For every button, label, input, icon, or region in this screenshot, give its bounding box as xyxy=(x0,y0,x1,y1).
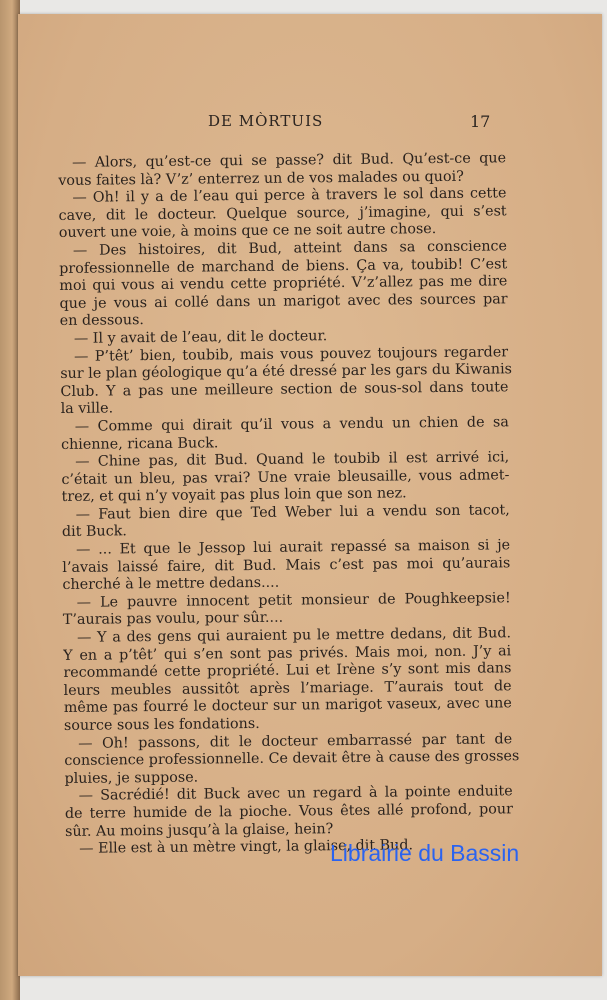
text-line: — Il y avait de l’eau, dit le docteur. xyxy=(73,328,328,347)
text-line: — ... Et que le Jessop lui aurait repassé sa maison si je xyxy=(76,537,511,558)
text-line: la ville. xyxy=(60,400,114,418)
text-line: — Elle est à un mètre vingt, la glaise, dit Bud. xyxy=(79,837,414,857)
text-line: cherché à le mettre dedans.... xyxy=(62,574,280,594)
adjacent-page-edge xyxy=(0,0,20,1000)
text-line: — Oh! il y a de l’eau qui perce à travers le sol dans cette xyxy=(72,185,507,207)
text-line: sûr. Au moins jusqu’à la glaise, hein? xyxy=(65,820,334,840)
text-line: — Faut bien dire que Ted Weber lui a vendu son tacot, xyxy=(75,502,510,523)
text-line: conscience professionnelle. Ce devait être à cause des grosses xyxy=(64,748,520,770)
text-line: chienne, ricana Buck. xyxy=(60,434,219,453)
text-line: professionnelle de marchand de biens. Ça va, toubib! C’est xyxy=(59,255,508,277)
text-line: l’avais laissé faire, dit Bud. Mais c’est pas moi qu’aurais xyxy=(62,554,511,576)
text-line: Y en a p’têt’ qui s’en sont pas privés. Mais moi, non. J’y ai xyxy=(63,642,512,664)
text-line: moi qui vous ai vendu cette propriété. V’z’allez pas me dire xyxy=(59,273,508,295)
text-line: — Oh! passons, dit le docteur embarrassé par tant de xyxy=(78,730,513,752)
text-line: même pas fourré le docteur sur un marigot vaseux, avec une xyxy=(63,695,512,717)
text-line: de terre humide de la pioche. Vous êtes allé profond, pour xyxy=(64,801,513,822)
text-line: — Sacrédié! dit Buck avec un regard à la pointe enduite xyxy=(78,783,513,805)
text-line: Club. Y a pas une meilleure section de sous-sol dans toute xyxy=(60,379,509,400)
text-line: source sous les fondations. xyxy=(63,715,260,734)
running-title: DE MÒRTUIS xyxy=(208,112,324,130)
text-line: en dessous. xyxy=(59,312,145,330)
text-line: — Y a des gens qui auraient pu le mettre dedans, dit Bud. xyxy=(76,625,512,646)
text-line: vous faites là? V’z’ enterrez un de vos malades ou quoi? xyxy=(58,168,464,189)
text-line: ouvert une voie, à moins que ce ne soit autre chose. xyxy=(58,221,437,242)
text-line: — Des histoires, dit Bud, atteint dans sa conscience xyxy=(72,238,508,259)
text-line: sur le plan géologique qu’a été dressé par les gars du Kiwanis xyxy=(60,361,513,383)
watermark: Librairie du Bassin xyxy=(330,840,520,866)
text-line: — Alors, qu’est-ce qui se passe? dit Bud. Qu’est-ce que xyxy=(71,150,507,171)
text-line: leurs meubles aussitôt après l’mariage. T’aurais tout de xyxy=(63,678,512,699)
text-line: cave, dit le docteur. Quelque source, j’imagine, qui s’est xyxy=(58,203,507,224)
text-line: T’aurais pas voulu, pour sûr.... xyxy=(62,610,284,629)
text-line: que je vous ai collé dans un marigot avec des sources par xyxy=(59,291,508,312)
text-line: trez, et qui n’y voyait pas plus loin que son nez. xyxy=(61,485,407,506)
text-line: recommandé cette propriété. Lui et Irène s’y sont mis dans xyxy=(63,660,512,682)
text-line: dit Buck. xyxy=(61,523,127,541)
text-line: — Comme qui dirait qu’il vous a vendu un chien de sa xyxy=(74,414,509,435)
text-line: — Chine pas, dit Bud. Quand le toubib il est arrivé ici, xyxy=(75,449,510,470)
text-line: — P’têt’ bien, toubib, mais vous pouvez toujours regarder xyxy=(74,343,509,365)
text-line: — Le pauvre innocent petit monsieur de Poughkeepsie! xyxy=(76,590,511,611)
page-number: 17 xyxy=(470,112,491,131)
book-page xyxy=(18,14,602,976)
text-line: pluies, je suppose. xyxy=(64,769,199,787)
body-text xyxy=(58,150,520,858)
text-line: c’était un bleu, pas vrai? Une vraie bleusaille, vous admet- xyxy=(61,466,510,488)
